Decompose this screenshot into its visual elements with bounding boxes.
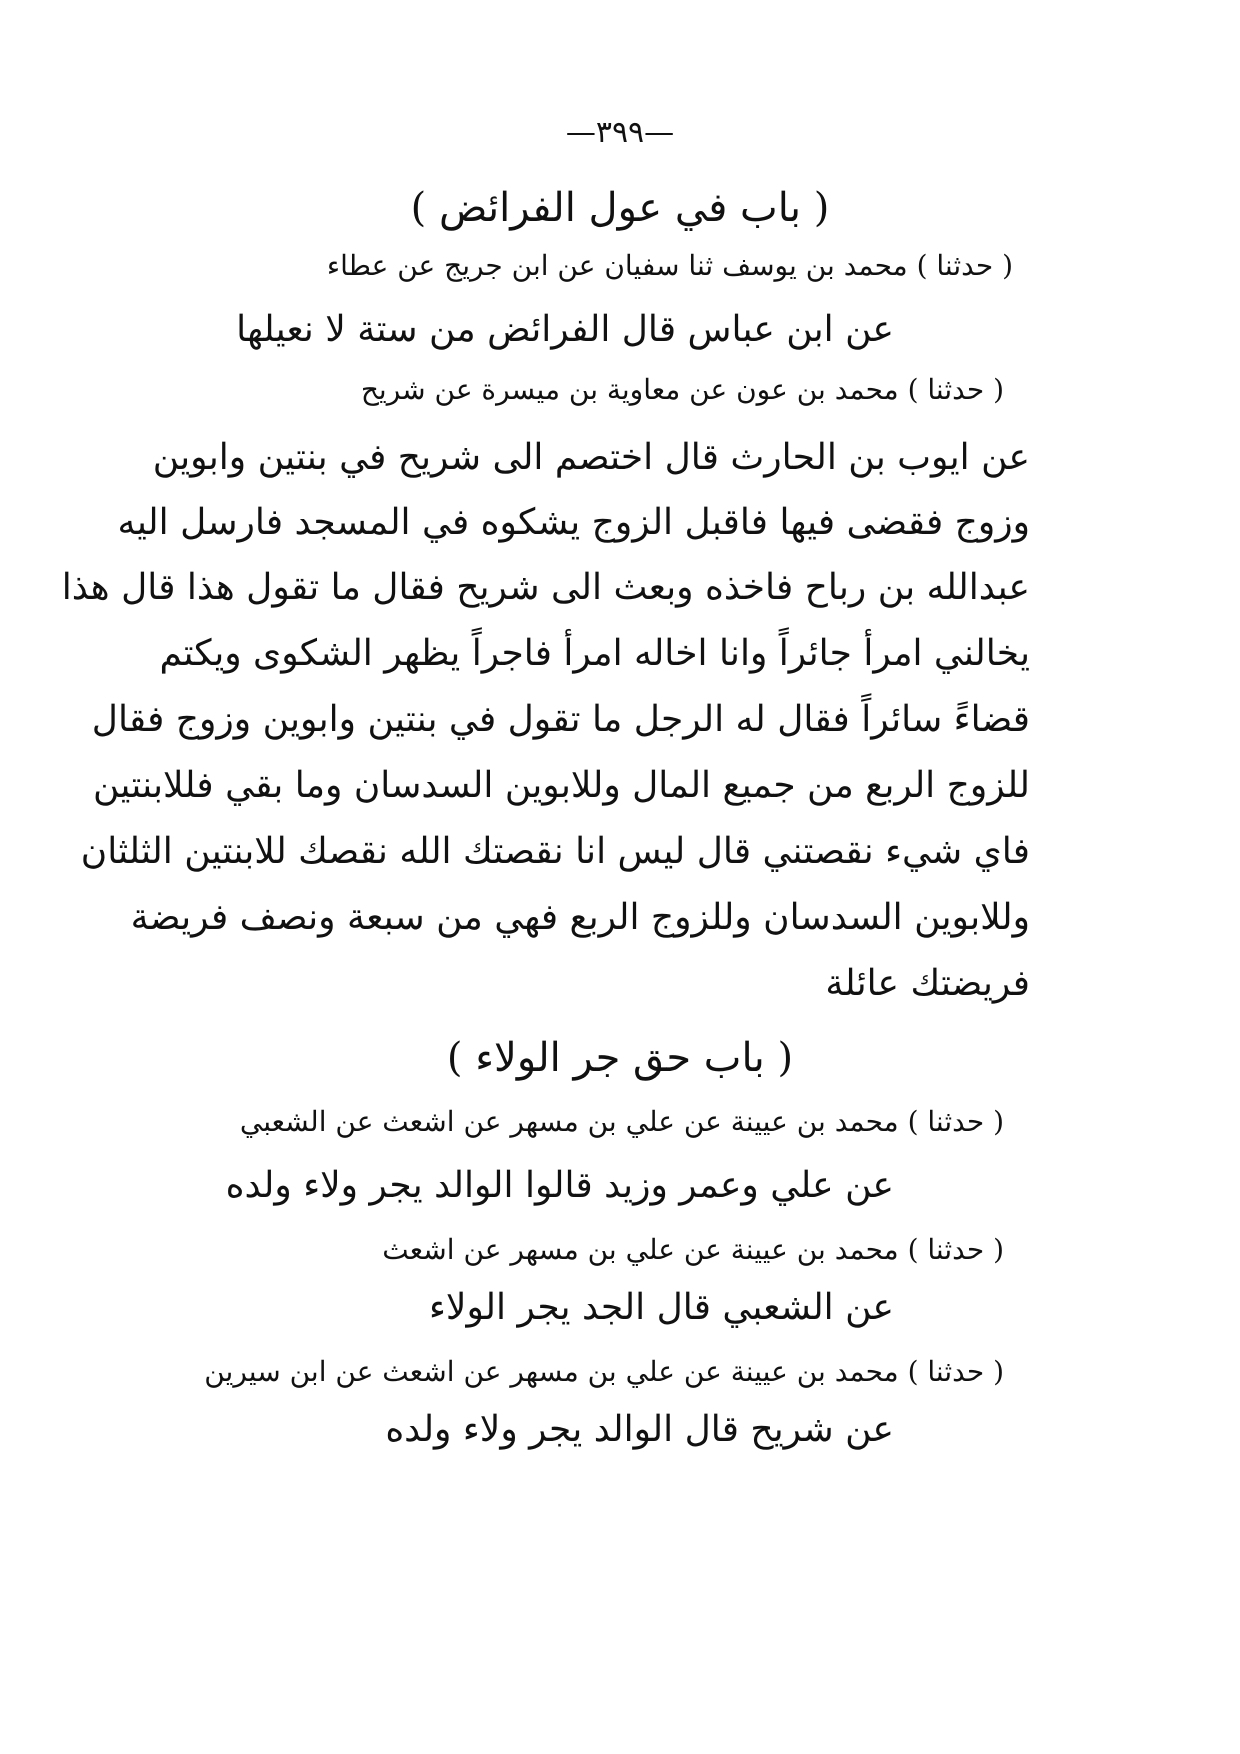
text-line: عبدالله بن رباح فاخذه وبعث الى شريح فقال ما تقول هذا قال هذا [61, 567, 1030, 608]
text-line: عن علي وعمر وزيد قالوا الوالد يجر ولاء ولده [225, 1165, 894, 1206]
text-line: فاي شيء نقصتني قال ليس انا نقصتك الله نقصك للابنتين الثلثان [80, 831, 1030, 872]
section-heading: ( باب حق جر الولاء ) [446, 1035, 794, 1081]
isnad-line: ( حدثنا ) محمد بن عيينة عن علي بن مسهر عن اشعث عن ابن سيرين [204, 1355, 1004, 1388]
text-line: عن ابن عباس قال الفرائض من ستة لا نعيلها [236, 309, 894, 350]
section-heading: ( باب في عول الفرائض ) [410, 185, 830, 231]
isnad-line: ( حدثنا ) محمد بن عون عن معاوية بن ميسرة عن شريح [360, 373, 1004, 406]
text-line: عن الشعبي قال الجد يجر الولاء [428, 1287, 894, 1328]
isnad-line: ( حدثنا ) محمد بن عيينة عن علي بن مسهر عن اشعث عن الشعبي [239, 1105, 1004, 1138]
isnad-line: ( حدثنا ) محمد بن يوسف ثنا سفيان عن ابن جريج عن عطاء [326, 249, 1013, 282]
isnad-line: ( حدثنا ) محمد بن عيينة عن علي بن مسهر عن اشعث [382, 1233, 1004, 1266]
text-line: قضاءً سائراً فقال له الرجل ما تقول في بنتين وابوين وزوج فقال [91, 699, 1030, 740]
text-line: للزوج الربع من جميع المال وللابوين السدسان وما بقي فللابنتين [93, 765, 1030, 806]
page-number: —٣٩٩— [565, 115, 675, 150]
text-line: وزوج فقضى فيها فاقبل الزوج يشكوه في المسجد فارسل اليه [117, 502, 1030, 543]
text-line: وللابوين السدسان وللزوج الربع فهي من سبعة ونصف فريضة [130, 897, 1030, 938]
text-line: عن شريح قال الوالد يجر ولاء ولده [385, 1409, 894, 1450]
text-line: عن ايوب بن الحارث قال اختصم الى شريح في بنتين وابوين [152, 437, 1030, 478]
text-line: يخالني امرأ جائراً وانا اخاله امرأ فاجراً يظهر الشكوى ويكتم [159, 633, 1030, 674]
text-line: فريضتك عائلة [825, 963, 1030, 1004]
